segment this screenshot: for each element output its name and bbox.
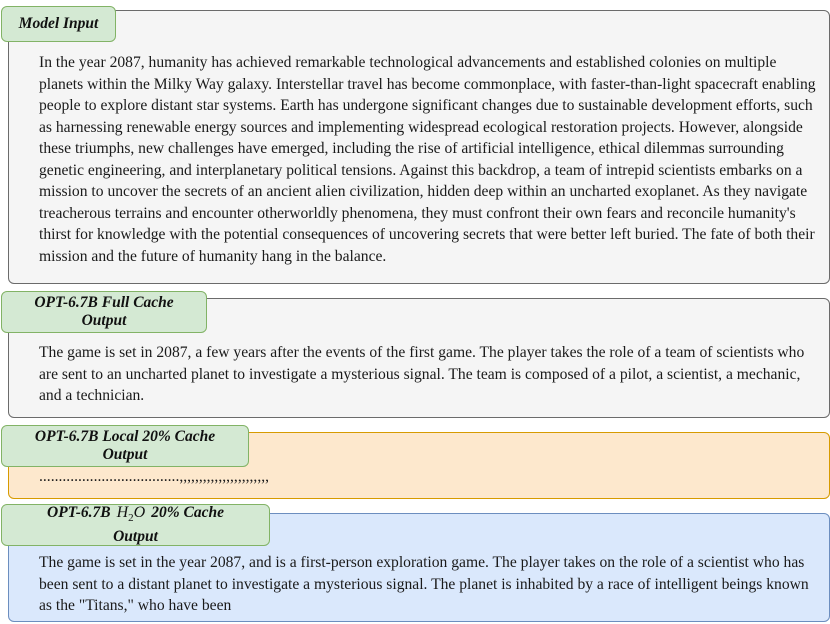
model-input-text: In the year 2087, humanity has achieved remarkable technological advancements and established colonies on multiple planets within the Milky Way galaxy. Interstellar travel has become commonplace, with faster-than-light spacecraft enabling people to explore distant star systems. Earth has undergone significant changes due to sustainable development efforts, such as harnessing renewable energy sources and implementing widespread ecological restoration projects. However, alongside these triumphs, new challenges have emerged, including the rise of artificial intelligence, ethical dilemmas surrounding genetic engineering, and interplanetary political tensions. Against this backdrop, a team of intrepid scientists embarks on a mission to uncover the secrets of an ancient alien civilization, hidden deep within an uncharted exoplanet. As they navigate treacherous terrains and encounter otherworldly phenomena, they must confront their own fears and reconcile humanity's thirst for knowledge with the potential consequences of uncovering secrets that were better left buried. The fate of both their mission and the future of humanity hang in the balance. [39,54,816,265]
full-cache-tag [1,291,207,333]
h2o-cache-tag-line2: Output [113,527,158,545]
h2o-cache-tag-suffix: 20% Cache [151,504,224,522]
h2o-cache-tag-prefix: OPT-6.7B [47,504,111,522]
h2o-symbol [116,504,146,525]
full-cache-output-text: The game is set in 2087, a few years after the events of the first game. The player takes the role of a team of scientists who are sent to an uncharted planet to investigate a mysterious signal. The team is composed of a pilot, a scientist, a mechanic, and a technician. [39,344,805,404]
model-input-panel [8,10,830,284]
local-cache-tag-line1: OPT-6.7B Local 20% Cache [34,428,216,445]
local-cache-tag [1,425,249,467]
h2o-symbol-sub: 2 [128,512,134,525]
h2o-symbol-h: H [116,504,129,522]
h2o-symbol-o: O [133,504,146,522]
model-input-tag-label: Model Input [18,15,99,32]
full-cache-tag-line2: Output [81,312,127,329]
local-cache-tag-line2: Output [102,446,148,463]
h2o-cache-output-text: The game is set in the year 2087, and is a first-person exploration game. The player takes on the role of a scientist who has been sent to a distant planet to investigate a mysterious signal. The planet is inhabited by a race of intelligent beings known as the "Titans," who have been [39,554,809,614]
model-input-tag [1,6,116,42]
h2o-cache-tag [1,504,270,546]
full-cache-tag-line1: OPT-6.7B Full Cache [34,294,174,311]
local-cache-output-text: ....................................,,,,,,,,,,,,,,,,,,,,,,, [39,468,270,485]
